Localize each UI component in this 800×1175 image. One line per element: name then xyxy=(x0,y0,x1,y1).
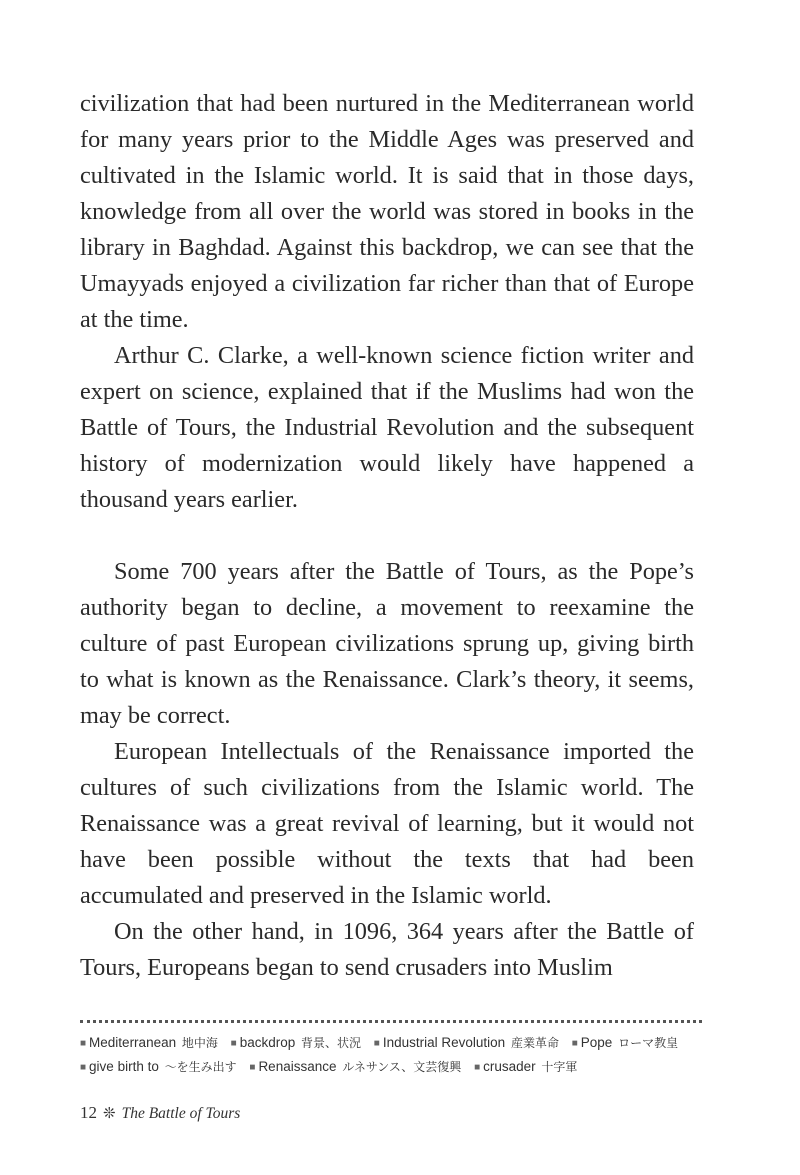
square-bullet-icon: ■ xyxy=(80,1038,87,1049)
glossary-item xyxy=(474,1059,577,1074)
glossary-gloss: 十字軍 xyxy=(541,1060,578,1074)
square-bullet-icon: ■ xyxy=(474,1062,481,1073)
glossary-gloss: 産業革命 xyxy=(510,1036,559,1050)
square-bullet-icon: ■ xyxy=(373,1038,380,1049)
glossary-term: Mediterranean xyxy=(89,1035,177,1050)
glossary-item xyxy=(572,1035,678,1050)
body-paragraph: On the other hand, in 1096, 364 years after the Battle of Tours, Europeans began to send crusaders into Muslim xyxy=(80,918,694,981)
glossary-term: Industrial Revolution xyxy=(382,1035,506,1050)
page-footer xyxy=(80,1103,240,1123)
glossary-term: Pope xyxy=(580,1035,613,1050)
glossary-item xyxy=(80,1059,237,1074)
square-bullet-icon: ■ xyxy=(571,1038,578,1049)
glossary-gloss: 背景、状況 xyxy=(301,1036,362,1050)
ornament-icon: ❊ xyxy=(103,1106,116,1122)
glossary-item xyxy=(231,1035,361,1050)
square-bullet-icon: ■ xyxy=(230,1038,237,1049)
glossary-item xyxy=(80,1035,218,1050)
running-title: The Battle of Tours xyxy=(121,1105,241,1122)
glossary-gloss: 地中海 xyxy=(181,1036,218,1050)
glossary-divider xyxy=(80,1020,702,1023)
page-number: 12 xyxy=(80,1103,97,1122)
glossary-term: backdrop xyxy=(239,1035,296,1050)
glossary-term: Renaissance xyxy=(258,1059,337,1074)
glossary xyxy=(80,1032,702,1080)
body-paragraph: European Intellectuals of the Renaissance imported the cultures of such civilizations from the Islamic world. The Renaissance was a great revival of learning, but it would not have been possible without the texts that had been accumulated and preserved in the Islamic world. xyxy=(80,738,694,909)
glossary-gloss: ローマ教皇 xyxy=(618,1036,679,1050)
glossary-item xyxy=(374,1035,559,1050)
glossary-gloss: ～を生み出す xyxy=(164,1060,237,1074)
body-paragraph: Arthur C. Clarke, a well-known science fiction writer and expert on science, explained that if the Muslims had won the Battle of Tours, the Industrial Revolution and the subsequent history of modernization would likely have happened a thousand years earlier. xyxy=(80,342,694,513)
square-bullet-icon: ■ xyxy=(80,1062,87,1073)
glossary-item xyxy=(249,1059,461,1074)
body-paragraph: Some 700 years after the Battle of Tours, as the Pope’s authority began to decline, a movement to reexamine the culture of past European civilizations sprung up, giving birth to what is known as the Renaissance. Clark’s theory, it seems, may be correct. xyxy=(80,558,694,729)
glossary-term: give birth to xyxy=(89,1059,159,1074)
square-bullet-icon: ■ xyxy=(249,1062,256,1073)
glossary-gloss: ルネサンス、文芸復興 xyxy=(342,1060,462,1074)
glossary-term: crusader xyxy=(483,1059,536,1074)
body-paragraph: civilization that had been nurtured in the Mediterranean world for many years prior to the Middle Ages was preserved and cultivated in the Islamic world. It is said that in those days, knowledge from all over the world was stored in books in the library in Baghdad. Against this backdrop, we can see that the Umayyads enjoyed a civilization far richer than that of Europe at the time. xyxy=(80,90,694,333)
